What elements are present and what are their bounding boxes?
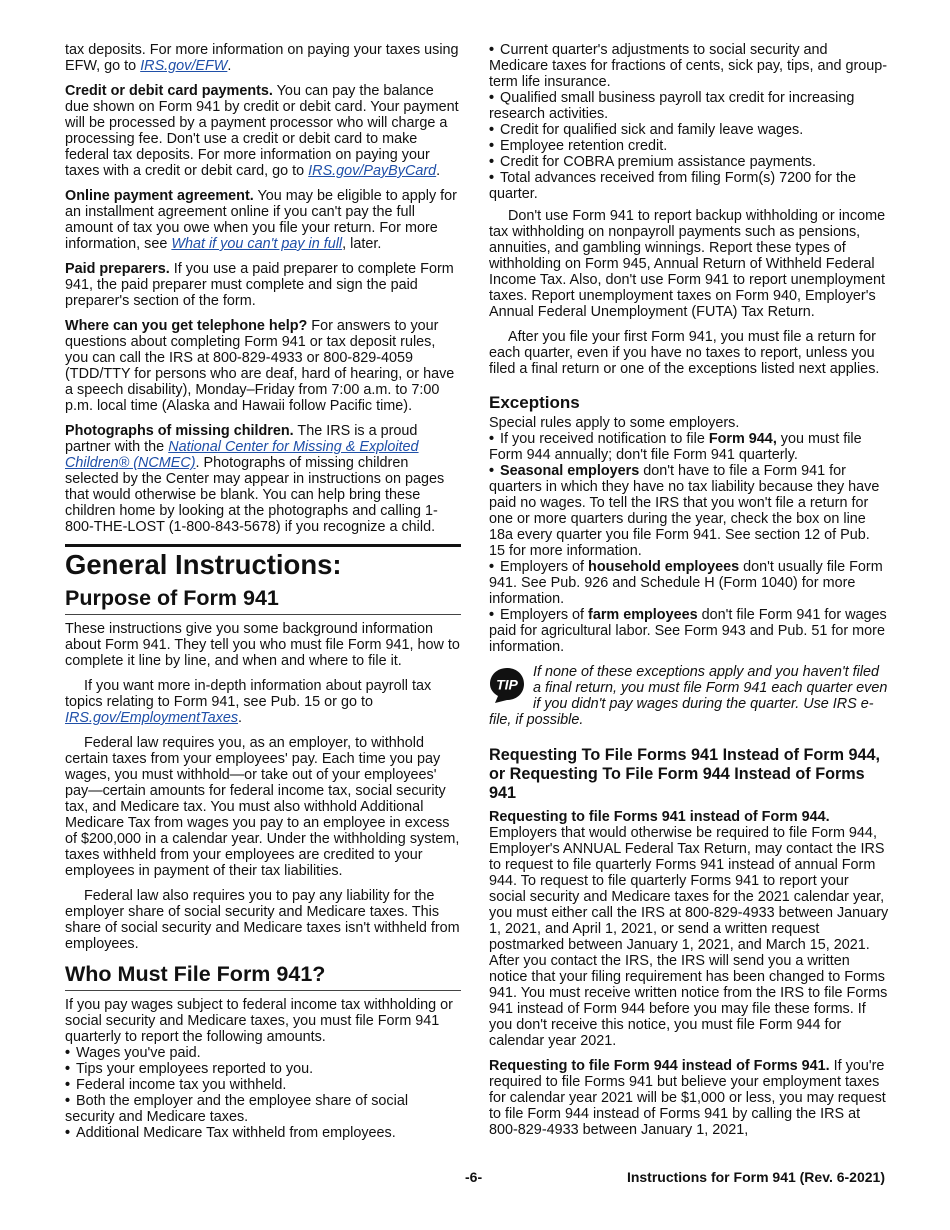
card-paragraph: Credit or debit card payments. You can pay the balance due shown on Form 941 by credit or debit card. Your payment will be processed by a payment processor who will charge a processing fee. Don't use a credit or debit card to make federal tax deposits. For more information on paying your taxes with a credit or debit card, go to IRS.gov/PayByCard.: [65, 83, 459, 179]
exceptions-list: [489, 431, 889, 655]
list-item: • Total advances received from filing Form(s) 7200 for the quarter.: [489, 170, 889, 202]
left-column: [65, 42, 461, 1150]
list-item: • Employee retention credit.: [489, 138, 889, 154]
employment-taxes-link[interactable]: IRS.gov/EmploymentTaxes: [65, 710, 239, 726]
amounts-list: [489, 42, 889, 202]
tip-text: If none of these exceptions apply and you haven't filed a final return, you must file Form 941 each quarter even if you didn't pay wages during the quarter. Use IRS e-file, if possible.: [489, 664, 888, 728]
online-paragraph: Online payment agreement. You may be eligible to apply for an installment agreement online if you can't pay the full amount of tax you owe when you file your return. For more information, see What if you can't pay in full, later.: [65, 188, 457, 252]
efw-link[interactable]: IRS.gov/EFW: [140, 58, 228, 74]
exceptions-intro: Special rules apply to some employers.: [489, 415, 740, 431]
purpose-p3: Federal law requires you, as an employer, to withhold certain taxes from your employees' pay. Each time you pay wages, you must withhold—or take out of your employees' pay—certain amounts for federal income tax, social security tax, and Medicare tax. You must also withhold Additional Medicare Tax from wages you pay to an employee in excess of $200,000 in a calendar year. Under the withholding system, taxes withheld from your employees are credited to your employees in payment of their tax liabilities.: [65, 735, 460, 879]
who-p1: If you pay wages subject to federal income tax withholding or social security and Medicare taxes, you must file Form 941 quarterly to report the following amounts.: [65, 997, 453, 1045]
exceptions-heading: Exceptions: [489, 393, 580, 412]
tip-box: [489, 664, 889, 728]
list-item: • If you received notification to file Form 944, you must file Form 944 annually; don't file Form 941 quarterly.: [489, 431, 889, 463]
tip-badge-icon: [489, 666, 525, 704]
list-item: • Seasonal employers don't have to file a Form 941 for quarters in which they have no tax liability because they have paid no wages. To tell the IRS that you won't file a return for one or more quarters during the year, check the box on line 18a every quarter you file Form 941. See section 12 of Pub. 15 for more information.: [489, 463, 889, 559]
paid-title: Paid preparers.: [65, 261, 170, 277]
req1-paragraph: Requesting to file Forms 941 instead of Form 944. Employers that would otherwise be required to file Form 944, Employer's ANNUAL Federal Tax Return, may contact the IRS to request to file quarterly Forms 941 instead of annual Form 944. To request to file quarterly Forms 941 to report your social security and Medicare taxes for the 2021 calendar year, you must either call the IRS at 800-829-4933 between January 1, 2021, and April 1, 2021, or send a written request postmarked between January 1, 2021, and March 15, 2021. After you contact the IRS, the IRS will send you a written notice that your filing requirement has been changed to Forms 941. You must receive written notice from the IRS to file Forms 941 instead of Form 944 before you may file these forms. If you don't receive this notice, you must file Form 944 for calendar year 2021.: [489, 809, 889, 1049]
list-item: • Additional Medicare Tax withheld from employees.: [65, 1125, 461, 1141]
list-item: • Credit for qualified sick and family leave wages.: [489, 122, 889, 138]
purpose-p2: If you want more in-depth information about payroll tax topics relating to Form 941, see Pub. 15 or go to IRS.gov/EmploymentTaxes.: [65, 678, 432, 726]
who-list: [65, 1045, 461, 1141]
paybycard-link[interactable]: IRS.gov/PayByCard: [308, 163, 437, 179]
purpose-heading: Purpose of Form 941: [65, 585, 461, 615]
missing-children-paragraph: Photographs of missing children. The IRS is a proud partner with the National Center for Missing & Exploited Children® (NCMEC). Photographs of missing children selected by the Center may appear in instructions on pages that would otherwise be blank. You can help bring these children home by looking at the photographs and calling 1-800-THE-LOST (1-800-843-5678) if you recognize a child.: [65, 423, 445, 535]
req2-title: Requesting to file Form 944 instead of Forms 941.: [489, 1058, 830, 1074]
form-identifier: Instructions for Form 941 (Rev. 6-2021): [626, 1169, 885, 1185]
cant-pay-link[interactable]: What if you can't pay in full: [171, 236, 343, 252]
list-item: • Federal income tax you withheld.: [65, 1077, 461, 1093]
purpose-p1: These instructions give you some background information about Form 941. They tell you who must file Form 941, how to complete it line by line, and when and where to file it.: [65, 621, 460, 669]
requesting-heading: Requesting To File Forms 941 Instead of Form 944, or Requesting To File Form 944 Instead of Forms 941: [489, 746, 880, 802]
list-item: • Employers of household employees don't usually file Form 941. See Pub. 926 and Schedule H (Form 1040) for more information.: [489, 559, 889, 607]
list-item: • Employers of farm employees don't file Form 941 for wages paid for agricultural labor. See Form 943 and Pub. 51 for more information.: [489, 607, 889, 655]
page-number: -6-: [465, 1169, 483, 1185]
list-item: • Wages you've paid.: [65, 1045, 461, 1061]
list-item: • Tips your employees reported to you.: [65, 1061, 461, 1077]
ncmec-link[interactable]: National Center for Missing & Exploited Children® (NCMEC): [65, 439, 419, 471]
online-title: Online payment agreement.: [65, 188, 254, 204]
efw-paragraph: tax deposits. For more information on paying your taxes using EFW, go to IRS.gov/EFW.: [65, 42, 459, 74]
photo-title: Photographs of missing children.: [65, 423, 294, 439]
who-must-file-heading: Who Must File Form 941?: [65, 961, 461, 991]
right-column: [489, 42, 889, 1147]
req1-title: Requesting to file Forms 941 instead of Form 944.: [489, 809, 830, 825]
card-title: Credit or debit card payments.: [65, 83, 273, 99]
tip-label: TIP: [496, 676, 518, 693]
tip-icon: [489, 666, 525, 704]
backup-withholding-paragraph: Don't use Form 941 to report backup withholding or income tax withholding on nonpayroll payments such as pensions, annuities, and gambling winnings. Report these types of withholding on Form 945, Annual Return of Withheld Federal Income Tax. Also, don't use Form 941 to report unemployment taxes. Report unemployment taxes on Form 940, Employer's Annual Federal Unemployment (FUTA) Tax Return.: [489, 208, 886, 320]
list-item: • Current quarter's adjustments to social security and Medicare taxes for fractions of cents, sick pay, tips, and group-term life insurance.: [489, 42, 889, 90]
phone-title: Where can you get telephone help?: [65, 318, 308, 334]
list-item: • Credit for COBRA premium assistance payments.: [489, 154, 889, 170]
req2-paragraph: Requesting to file Form 944 instead of Forms 941. If you're required to file Forms 941 but believe your employment taxes for calendar year 2021 will be $1,000 or less, you may request to file Form 944 instead of Forms 941 by calling the IRS at 800-829-4933 between January 1, 2021,: [489, 1058, 886, 1138]
list-item: • Both the employer and the employee share of social security and Medicare taxes.: [65, 1093, 461, 1125]
general-instructions-heading: General Instructions:: [65, 544, 461, 581]
after-first-paragraph: After you file your first Form 941, you must file a return for each quarter, even if you have no taxes to report, unless you filed a final return or one of the exceptions listed next applies.: [489, 329, 880, 377]
list-item: • Qualified small business payroll tax credit for increasing research activities.: [489, 90, 889, 122]
paid-preparers-paragraph: Paid preparers. If you use a paid preparer to complete Form 941, the paid preparer must complete and sign the paid preparer's section of the form.: [65, 261, 454, 309]
telephone-paragraph: Where can you get telephone help? For answers to your questions about completing Form 941 or tax deposit rules, you can call the IRS at 800-829-4933 or 800-829-4059 (TDD/TTY for persons who are deaf, hard of hearing, or have a speech disability), Monday–Friday from 7:00 a.m. to 7:00 p.m. local time (Alaska and Hawaii follow Pacific time).: [65, 318, 455, 414]
purpose-p4: Federal law also requires you to pay any liability for the employer share of social security and Medicare taxes. This share of social security and Medicare taxes isn't withheld from employees.: [65, 888, 460, 952]
page-footer: [65, 1169, 885, 1187]
